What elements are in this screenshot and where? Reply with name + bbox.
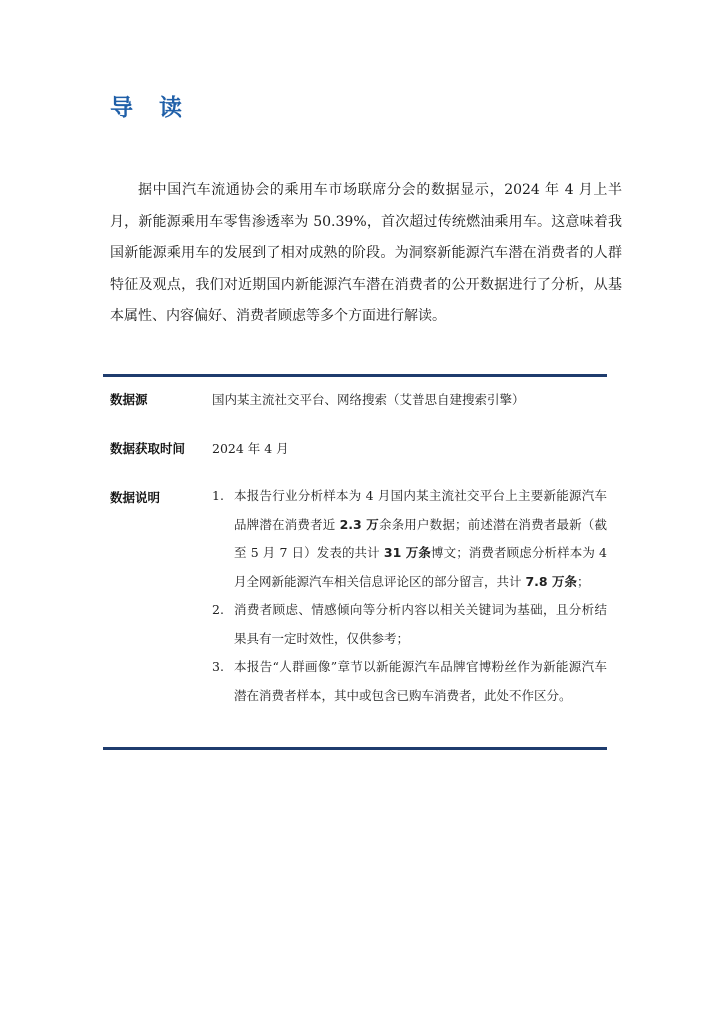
note-number: 3. [212,659,224,674]
note-number: 2. [212,602,224,617]
intro-paragraph [110,175,622,333]
note-text-part: 本报告行业分析样本为 4 月国内某主流社交平台上主要新能源汽车品牌潜在消费者近 [234,488,607,532]
data-notes-list [212,482,607,710]
list-item [212,653,607,710]
table-bottom-rule [103,747,607,750]
note-text: 消费者顾虑、情感倾向等分析内容以相关关键词为基础，且分析结果具有一定时效性，仅供参考； [234,602,607,646]
note-text [234,482,607,596]
data-notes-label: 数据说明 [110,490,161,505]
note-text-part: 余条用户数据；前述潜在消费者最新（截至 5 月 7 日）发表的共计 [234,516,607,560]
note-text: 本报告“人群画像”章节以新能源汽车品牌官博粉丝作为新能源汽车潜在消费者样本，其中或包含已购车消费者，此处不作区分。 [234,659,607,703]
list-item [212,482,607,596]
data-source-label: 数据源 [110,392,148,407]
page-title: 导 读 [110,95,192,121]
intro-text: 据中国汽车流通协会的乘用车市场联席分会的数据显示，2024 年 4 月上半月，新能源乘用车零售渗透率为 50.39%，首次超过传统燃油乘用车。这意味着我国新能源乘用车的发展到了相对成熟的阶段。为洞察新能源汽车潜在消费者的人群特征及观点，我们对近期国内新能源汽车潜在消费者的公开数据进行了分析，从基本属性、内容偏好、消费者顾虑等多个方面进行解读。 [110,182,622,324]
highlight-user-count: 2.3 万 [339,516,379,532]
table-top-rule [103,374,607,377]
highlight-post-count: 31 万条 [383,545,431,560]
note-number: 1. [212,488,224,503]
list-item [212,596,607,653]
highlight-comment-count: 7.8 万条 [525,573,577,589]
note-text-part: ； [576,573,590,589]
data-time-value: 2024 年 4 月 [212,441,289,456]
data-time-label: 数据获取时间 [110,441,186,456]
note-text-part: 博文；消费者顾虑分析样本为 4 月全网新能源汽车相关信息评论区的部分留言，共计 [234,545,607,589]
data-source-value: 国内某主流社交平台、网络搜索（艾普思自建搜索引擎） [212,392,525,407]
